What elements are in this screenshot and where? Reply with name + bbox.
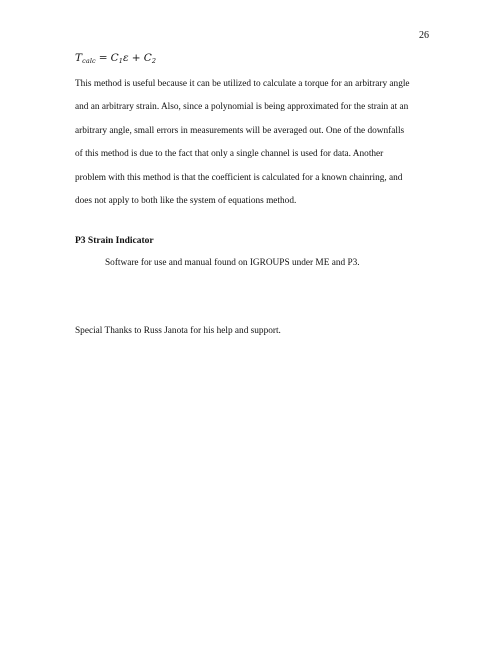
paragraph-line: does not apply to both like the system of equations method.: [75, 196, 297, 207]
method-paragraph: [75, 73, 427, 213]
equation-lhs: T: [75, 52, 83, 64]
paragraph-line: of this method is due to the fact that only a single channel is used for data. Another: [75, 149, 384, 160]
equation-epsilon: ε: [123, 52, 129, 64]
acknowledgement-text: Special Thanks to Russ Janota for his help and support.: [75, 326, 281, 336]
equation-equals: =: [98, 52, 108, 64]
paragraph-line: arbitrary angle, small errors in measurements will be averaged out. One of the downfalls: [75, 125, 405, 136]
equation-c2: C: [143, 52, 152, 64]
equation-lhs-subscript: calc: [82, 57, 96, 65]
equation-c1-subscript: 1: [118, 57, 124, 65]
section-text: Software for use and manual found on IGROUPS under ME and P3.: [105, 258, 360, 268]
page-number: 26: [419, 30, 429, 41]
paragraph-line: and an arbitrary strain. Also, since a polynomial is being approximated for the strain at an: [75, 102, 409, 113]
paragraph-line: This method is useful because it can be utilized to calculate a torque for an arbitrary angle: [75, 79, 410, 89]
equation-plus: +: [131, 52, 141, 64]
torque-equation: [75, 52, 156, 65]
equation-c2-subscript: 2: [151, 57, 157, 65]
section-heading: P3 Strain Indicator: [75, 236, 154, 246]
paragraph-line: problem with this method is that the coefficient is calculated for a known chainring, and: [75, 172, 403, 183]
equation-c1: C: [110, 52, 119, 64]
